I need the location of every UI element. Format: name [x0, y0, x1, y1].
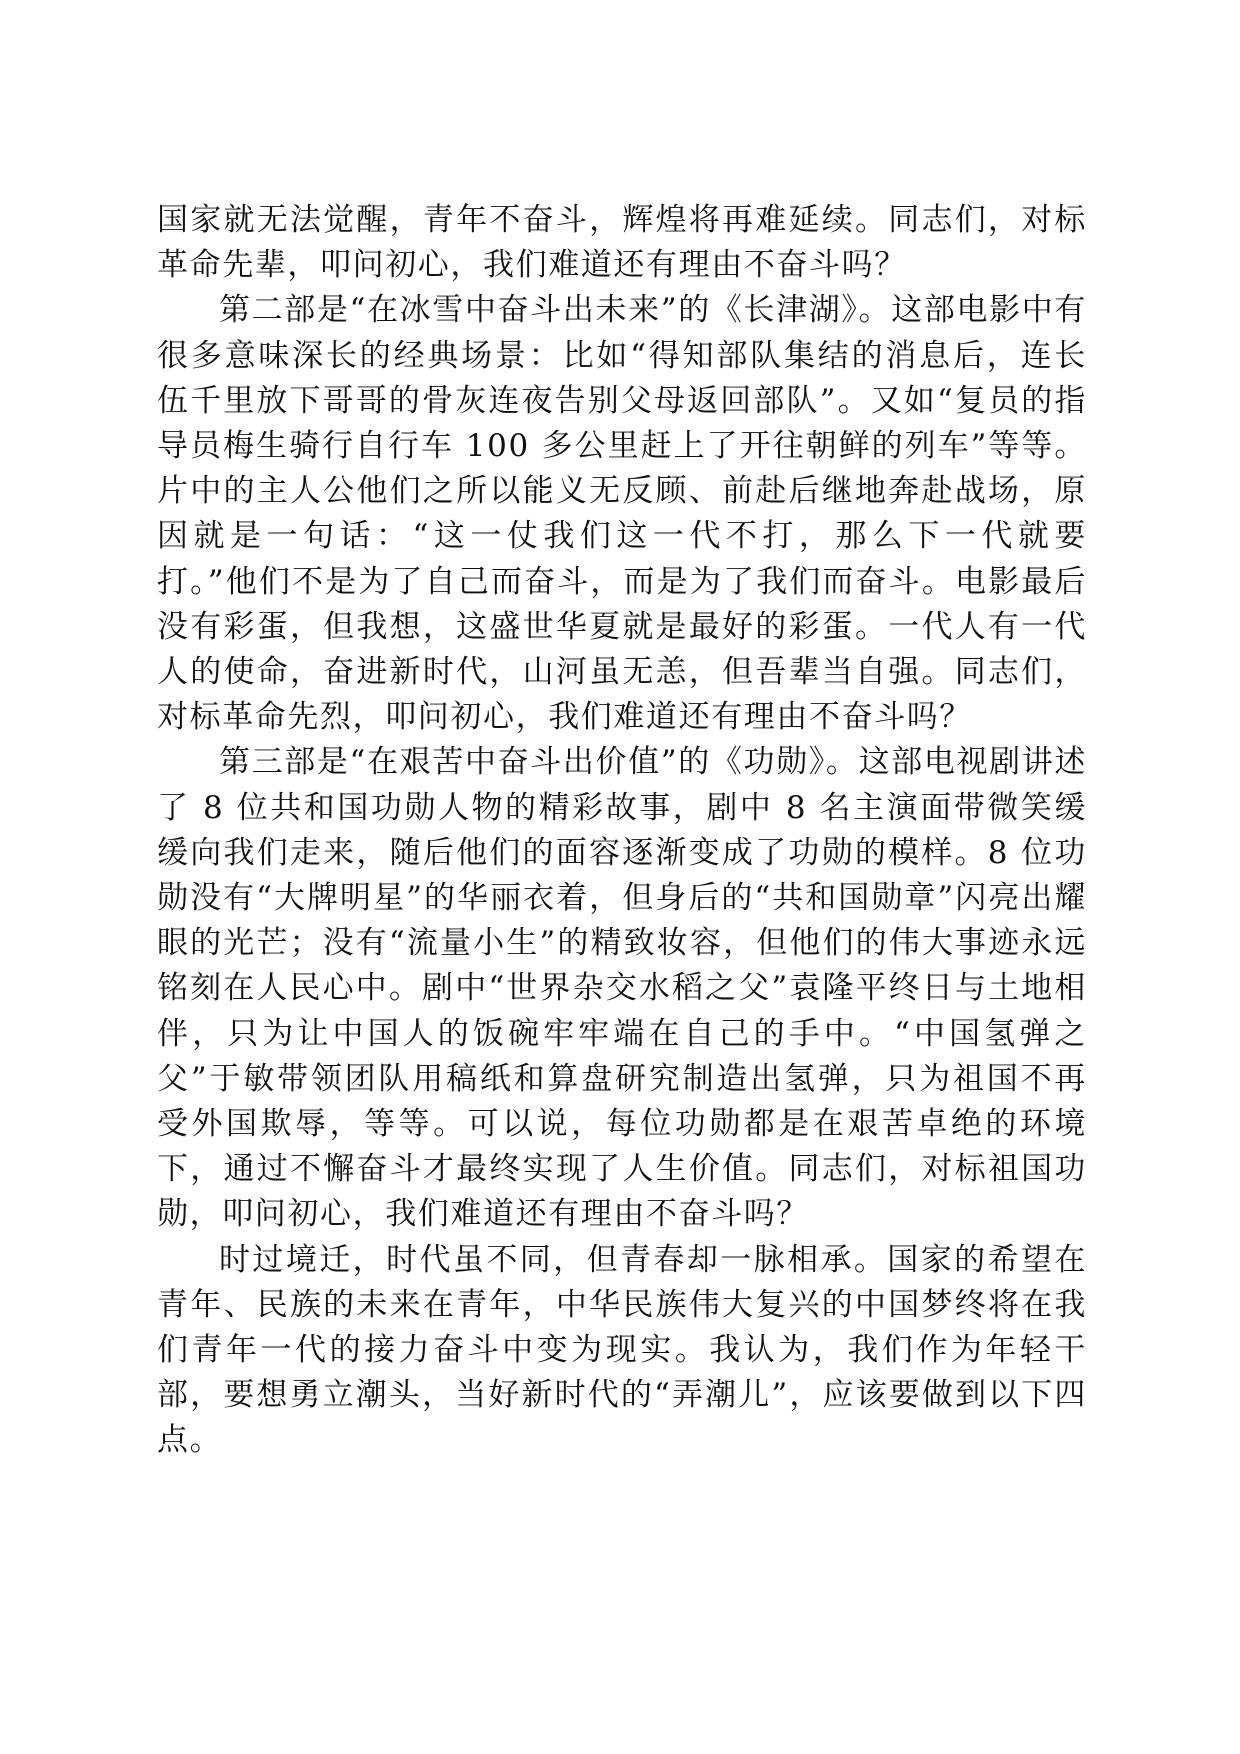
paragraph-meritorious-service: 第三部是“在艰苦中奋斗出价值”的《功勋》。这部电视剧讲述了 8 位共和国功勋人物的精彩故事，剧中 8 名主演面带微笑缓缓向我们走来，随后他们的面容逐渐变成了功勋的模样。8 位功勋没有“大牌明星”的华丽衣着，但身后的“共和国勋章”闪亮出耀眼的光芒；没有“流量小生”的精致妆容，但他们的伟大事迹永远铭刻在人民心中。剧中“世界杂交水稻之父”袁隆平终日与土地相伴，只为让中国人的饭碗牢牢端在自己的手中。“中国氢弹之父”于敏带领团队用稿纸和算盘研究制造出氢弹，只为祖国不再受外国欺辱，等等。可以说，每位功勋都是在艰苦卓绝的环境下，通过不懈奋斗才最终实现了人生价值。同志们，对标祖国功勋，叩问初心，我们难道还有理由不奋斗吗？ — [157, 744, 1087, 1233]
paragraph-changjin-lake: 第二部是“在冰雪中奋斗出未来”的《长津湖》。这部电影中有很多意味深长的经典场景：比如“得知部队集结的消息后，连长伍千里放下哥哥的骨灰连夜告别父母返回部队”。又如“复员的指导员梅生骑行自行车 100 多公里赶上了开往朝鲜的列车”等等。片中的主人公他们之所以能义无反顾、前赴后继地奔赴战场，原因就是一句话：“这一仗我们这一代不打，那么下一代就要打。”他们不是为了自己而奋斗，而是为了我们而奋斗。电影最后没有彩蛋，但我想，这盛世华夏就是最好的彩蛋。一代人有一代人的使命，奋进新时代，山河虽无恙，但吾辈当自强。同志们，对标革命先烈，叩问初心，我们难道还有理由不奋斗吗？ — [157, 292, 1087, 736]
paragraph-continuation: 国家就无法觉醒，青年不奋斗，辉煌将再难延续。同志们，对标革命先辈，叩问初心，我们难道还有理由不奋斗吗？ — [157, 202, 1087, 284]
body-text — [157, 198, 1087, 1464]
paragraph-youth-conclusion: 时过境迁，时代虽不同，但青春却一脉相承。国家的希望在青年、民族的未来在青年，中华民族伟大复兴的中国梦终将在我们青年一代的接力奋斗中变为现实。我认为，我们作为年轻干部，要想勇立潮头，当好新时代的“弄潮儿”，应该要做到以下四点。 — [157, 1241, 1087, 1459]
